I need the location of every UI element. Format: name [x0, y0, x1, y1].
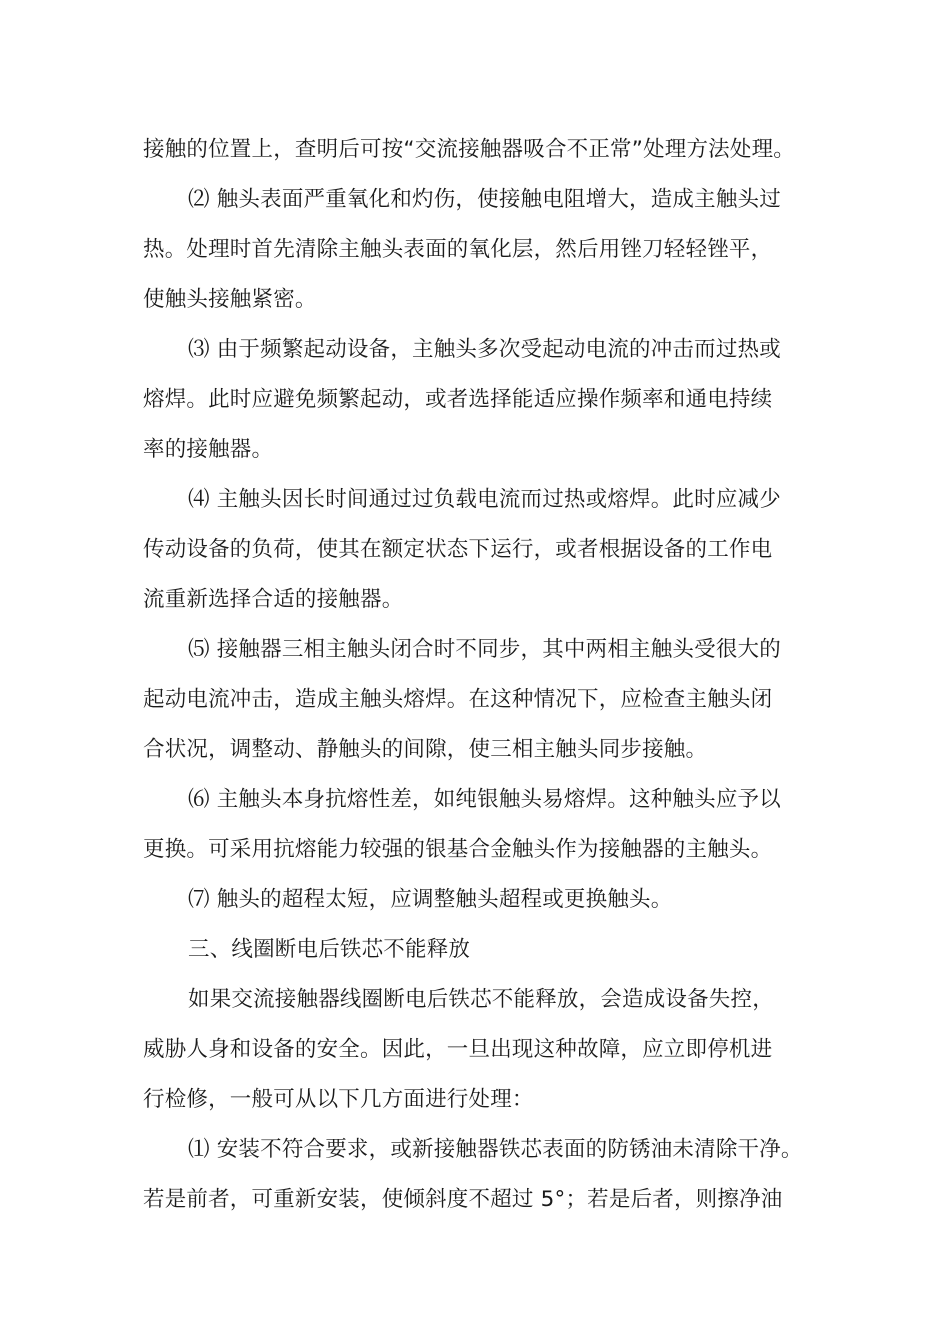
text-line: 率的接触器。 — [143, 437, 274, 462]
list-item-1: ⑴ 安装不符合要求，或新接触器铁芯表面的防锈油未清除干净。 — [188, 1137, 803, 1162]
list-item-3: ⑶ 由于频繁起动设备，主触头多次受起动电流的冲击而过热或 — [188, 337, 781, 362]
text-line: 若是前者，可重新安装，使倾斜度不超过 5°；若是后者，则擦净油 — [143, 1187, 783, 1212]
list-item-6: ⑹ 主触头本身抗熔性差，如纯银触头易熔焊。这种触头应予以 — [188, 787, 781, 812]
list-item-7: ⑺ 触头的超程太短，应调整触头超程或更换触头。 — [188, 887, 673, 912]
text-line: 接触的位置上，查明后可按“交流接触器吸合不正常”处理方法处理。 — [143, 137, 795, 162]
section-heading: 三、线圈断电后铁芯不能释放 — [188, 937, 471, 962]
text-line: 起动电流冲击，造成主触头熔焊。在这种情况下，应检查主触头闭 — [143, 687, 773, 712]
list-item-2: ⑵ 触头表面严重氧化和灼伤，使接触电阻增大，造成主触头过 — [188, 187, 781, 212]
text-line: 威胁人身和设备的安全。因此，一旦出现这种故障，应立即停机进 — [143, 1037, 773, 1062]
text-line: 热。处理时首先清除主触头表面的氧化层，然后用锉刀轻轻锉平， — [143, 237, 773, 262]
list-item-4: ⑷ 主触头因长时间通过过负载电流而过热或熔焊。此时应减少 — [188, 487, 781, 512]
text-line: 熔焊。此时应避免频繁起动，或者选择能适应操作频率和通电持续 — [143, 387, 773, 412]
text-line: 传动设备的负荷，使其在额定状态下运行，或者根据设备的工作电 — [143, 537, 773, 562]
text-line: 使触头接触紧密。 — [143, 287, 317, 312]
text-line: 流重新选择合适的接触器。 — [143, 587, 404, 612]
text-line: 合状况，调整动、静触头的间隙，使三相主触头同步接触。 — [143, 737, 708, 762]
list-item-5: ⑸ 接触器三相主触头闭合时不同步，其中两相主触头受很大的 — [188, 637, 781, 662]
paragraph-start: 如果交流接触器线圈断电后铁芯不能释放，会造成设备失控， — [188, 987, 774, 1012]
text-line: 更换。可采用抗熔能力较强的银基合金触头作为接触器的主触头。 — [143, 837, 773, 862]
text-line: 行检修，一般可从以下几方面进行处理： — [143, 1087, 534, 1112]
